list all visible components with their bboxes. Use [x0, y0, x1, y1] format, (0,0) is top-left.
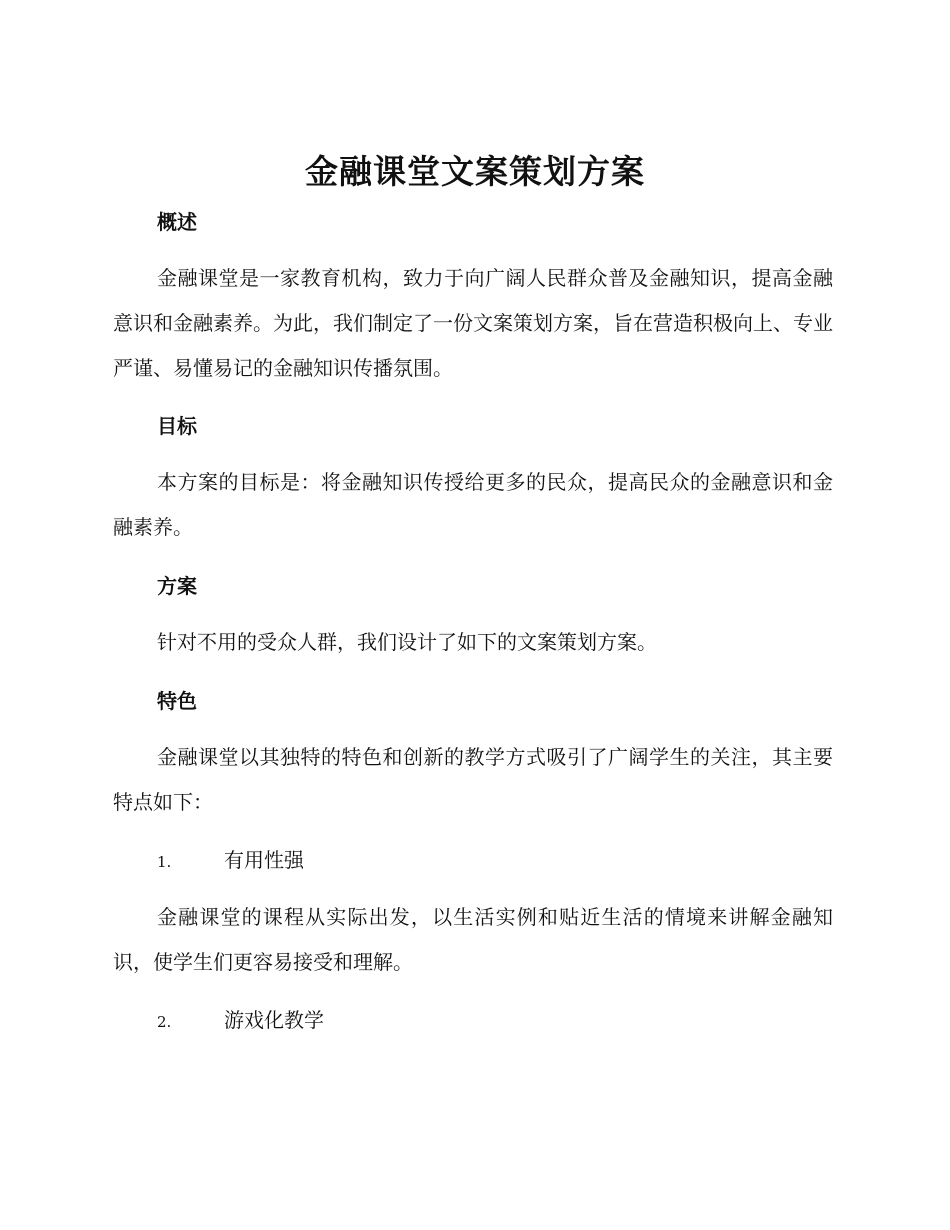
- list-item-label: 游戏化教学: [224, 1008, 324, 1032]
- list-number: 1.: [157, 853, 172, 871]
- section-paragraph-overview: 金融课堂是一家教育机构，致力于向广阔人民群众普及金融知识，提高金融意识和金融素养。为此，我们制定了一份文案策划方案，旨在营造积极向上、专业严谨、易懂易记的金融知识传播氛围。: [113, 266, 833, 380]
- list-number: 2.: [157, 1013, 172, 1031]
- feature-list-item-1: [157, 846, 304, 876]
- list-item-label: 有用性强: [224, 848, 304, 872]
- section-heading-features: 特色: [157, 689, 197, 713]
- section-heading-plan: 方案: [157, 574, 197, 598]
- section-heading-overview: 概述: [157, 210, 197, 234]
- section-paragraph-goal: 本方案的目标是：将金融知识传授给更多的民众，提高民众的金融意识和金融素养。: [113, 470, 833, 539]
- document-title: 金融课堂文案策划方案: [305, 152, 645, 191]
- section-paragraph-plan: 针对不用的受众人群，我们设计了如下的文案策划方案。: [157, 630, 657, 654]
- feature-paragraph-1: 金融课堂的课程从实际出发，以生活实例和贴近生活的情境来讲解金融知识，使学生们更容易接受和理解。: [113, 905, 833, 974]
- section-heading-goal: 目标: [157, 414, 197, 438]
- section-paragraph-features: 金融课堂以其独特的特色和创新的教学方式吸引了广阔学生的关注，其主要特点如下：: [113, 745, 833, 814]
- feature-list-item-2: [157, 1006, 324, 1036]
